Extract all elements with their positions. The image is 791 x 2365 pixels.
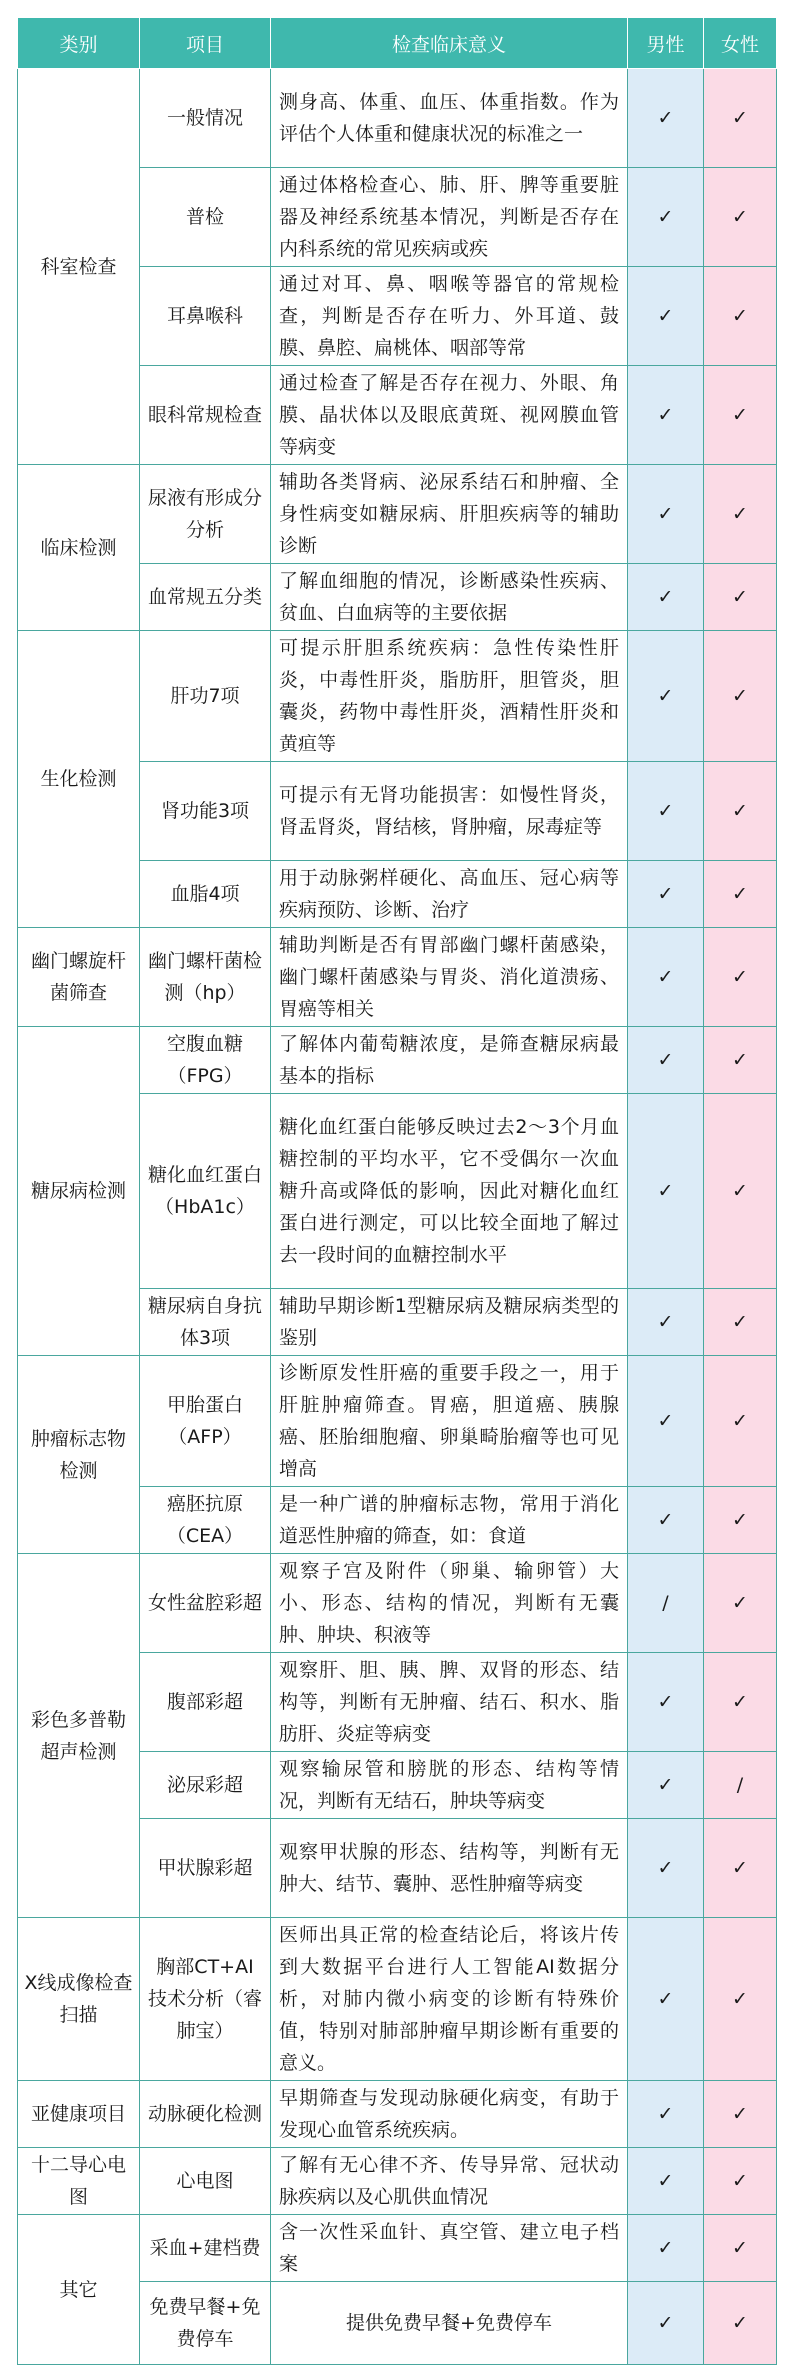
item-cell: 甲状腺彩超 (140, 1819, 271, 1918)
item-cell: 幽门螺杆菌检测（hp） (140, 928, 271, 1027)
category-cell: 临床检测 (18, 465, 140, 631)
female-mark: ✓ (704, 861, 777, 928)
table-row (18, 1356, 777, 1487)
meaning-text: 诊断原发性肝癌的重要手段之一，用于肝脏肿瘤筛查。胃癌，胆道癌、胰腺癌、胚胎细胞瘤、卵巢畸胎瘤等也可见增高 (279, 1362, 619, 1480)
meaning-text: 观察子宫及附件（卵巢、输卵管）大小、形态、结构的情况，判断有无囊肿、肿块、积液等 (279, 1560, 619, 1646)
meaning-cell (271, 762, 628, 861)
male-mark: ✓ (628, 1094, 704, 1289)
item-cell: 肾功能3项 (140, 762, 271, 861)
male-mark: ✓ (628, 168, 704, 267)
meaning-cell (271, 1356, 628, 1487)
female-mark: ✓ (704, 1554, 777, 1653)
category-cell: 生化检测 (18, 631, 140, 928)
item-cell: 采血+建档费 (140, 2215, 271, 2282)
meaning-text: 提供免费早餐+免费停车 (346, 2312, 552, 2334)
header-category: 类别 (18, 18, 140, 69)
item-cell: 泌尿彩超 (140, 1752, 271, 1819)
female-mark: / (704, 1752, 777, 1819)
meaning-cell (271, 928, 628, 1027)
item-cell: 免费早餐+免费停车 (140, 2282, 271, 2365)
female-mark: ✓ (704, 2282, 777, 2365)
meaning-cell (271, 168, 628, 267)
meaning-cell (271, 1554, 628, 1653)
category-cell: X线成像检查扫描 (18, 1918, 140, 2081)
male-mark: ✓ (628, 564, 704, 631)
category-cell: 其它 (18, 2215, 140, 2365)
meaning-text: 观察肝、胆、胰、脾、双肾的形态、结构等，判断有无肿瘤、结石、积水、脂肪肝、炎症等病变 (279, 1659, 619, 1745)
category-cell: 肿瘤标志物检测 (18, 1356, 140, 1554)
meaning-text: 早期筛查与发现动脉硬化病变，有助于发现心血管系统疾病。 (279, 2087, 619, 2141)
male-mark: ✓ (628, 69, 704, 168)
table-row (18, 2215, 777, 2282)
male-mark: ✓ (628, 1487, 704, 1554)
table-row (18, 1918, 777, 2081)
table-row (18, 1027, 777, 1094)
meaning-cell (271, 1027, 628, 1094)
item-cell: 血脂4项 (140, 861, 271, 928)
meaning-text: 通过对耳、鼻、咽喉等器官的常规检查，判断是否存在听力、外耳道、鼓膜、鼻腔、扁桃体、咽部等常 (279, 273, 619, 359)
item-cell: 动脉硬化检测 (140, 2081, 271, 2148)
male-mark: ✓ (628, 1819, 704, 1918)
category-cell: 亚健康项目 (18, 2081, 140, 2148)
meaning-cell (271, 2081, 628, 2148)
category-cell: 十二导心电图 (18, 2148, 140, 2215)
header-male: 男性 (628, 18, 704, 69)
item-cell: 糖尿病自身抗体3项 (140, 1289, 271, 1356)
category-cell: 科室检查 (18, 69, 140, 465)
female-mark: ✓ (704, 1918, 777, 2081)
meaning-cell (271, 267, 628, 366)
meaning-text: 用于动脉粥样硬化、高血压、冠心病等疾病预防、诊断、治疗 (279, 867, 619, 921)
category-cell: 幽门螺旋杆菌筛查 (18, 928, 140, 1027)
item-cell: 肝功7项 (140, 631, 271, 762)
item-cell: 腹部彩超 (140, 1653, 271, 1752)
header-meaning: 检查临床意义 (271, 18, 628, 69)
male-mark: ✓ (628, 861, 704, 928)
item-cell: 女性盆腔彩超 (140, 1554, 271, 1653)
female-mark: ✓ (704, 1027, 777, 1094)
male-mark: ✓ (628, 762, 704, 861)
item-cell: 空腹血糖（FPG） (140, 1027, 271, 1094)
female-mark: ✓ (704, 631, 777, 762)
table-row (18, 69, 777, 168)
item-cell: 普检 (140, 168, 271, 267)
female-mark: ✓ (704, 564, 777, 631)
male-mark: ✓ (628, 1653, 704, 1752)
female-mark: ✓ (704, 1487, 777, 1554)
male-mark: ✓ (628, 2215, 704, 2282)
meaning-text: 了解体内葡萄糖浓度，是筛查糖尿病最基本的指标 (279, 1033, 619, 1087)
meaning-text: 观察输尿管和膀胱的形态、结构等情况，判断有无结石，肿块等病变 (279, 1758, 619, 1812)
meaning-cell (271, 1289, 628, 1356)
male-mark: ✓ (628, 267, 704, 366)
meaning-cell (271, 1487, 628, 1554)
item-cell: 糖化血红蛋白（HbA1c） (140, 1094, 271, 1289)
male-mark: / (628, 1554, 704, 1653)
male-mark: ✓ (628, 2282, 704, 2365)
female-mark: ✓ (704, 2215, 777, 2282)
male-mark: ✓ (628, 465, 704, 564)
table-row (18, 2148, 777, 2215)
item-cell: 尿液有形成分分析 (140, 465, 271, 564)
female-mark: ✓ (704, 168, 777, 267)
meaning-text: 了解有无心律不齐、传导异常、冠状动脉疾病以及心肌供血情况 (279, 2154, 619, 2208)
item-cell: 甲胎蛋白（AFP） (140, 1356, 271, 1487)
item-cell: 血常规五分类 (140, 564, 271, 631)
table-row (18, 465, 777, 564)
meaning-text: 通过检查了解是否存在视力、外眼、角膜、晶状体以及眼底黄斑、视网膜血管等病变 (279, 372, 619, 458)
male-mark: ✓ (628, 631, 704, 762)
meaning-text: 可提示肝胆系统疾病：急性传染性肝炎，中毒性肝炎，脂肪肝，胆管炎，胆囊炎，药物中毒性肝炎，酒精性肝炎和黄疸等 (279, 637, 619, 755)
female-mark: ✓ (704, 465, 777, 564)
meaning-cell (271, 1819, 628, 1918)
meaning-text: 可提示有无肾功能损害：如慢性肾炎，肾盂肾炎，肾结核，肾肿瘤，尿毒症等 (279, 784, 619, 838)
header-item: 项目 (140, 18, 271, 69)
male-mark: ✓ (628, 1356, 704, 1487)
female-mark: ✓ (704, 1653, 777, 1752)
male-mark: ✓ (628, 928, 704, 1027)
meaning-cell (271, 1094, 628, 1289)
male-mark: ✓ (628, 2148, 704, 2215)
meaning-cell (271, 69, 628, 168)
meaning-text: 了解血细胞的情况，诊断感染性疾病、贫血、白血病等的主要依据 (279, 570, 619, 624)
meaning-cell (271, 631, 628, 762)
category-cell: 糖尿病检测 (18, 1027, 140, 1356)
meaning-text: 糖化血红蛋白能够反映过去2～3个月血糖控制的平均水平，它不受偶尔一次血糖升高或降低的影响，因此对糖化血红蛋白进行测定，可以比较全面地了解过去一段时间的血糖控制水平 (279, 1116, 619, 1266)
exam-table (17, 17, 777, 2365)
meaning-text: 是一种广谱的肿瘤标志物，常用于消化道恶性肿瘤的筛查，如：食道 (279, 1493, 619, 1547)
meaning-cell (271, 2282, 628, 2365)
item-cell: 耳鼻喉科 (140, 267, 271, 366)
table-row (18, 928, 777, 1027)
meaning-cell (271, 1918, 628, 2081)
female-mark: ✓ (704, 762, 777, 861)
item-cell: 胸部CT+AI技术分析（睿肺宝） (140, 1918, 271, 2081)
meaning-text: 医师出具正常的检查结论后，将该片传到大数据平台进行人工智能AI数据分析，对肺内微小病变的诊断有特殊价值，特别对肺部肿瘤早期诊断有重要的意义。 (279, 1924, 619, 2074)
item-cell: 眼科常规检查 (140, 366, 271, 465)
meaning-text: 通过体格检查心、肺、肝、脾等重要脏器及神经系统基本情况，判断是否存在内科系统的常见疾病或疾 (279, 174, 619, 260)
female-mark: ✓ (704, 2081, 777, 2148)
male-mark: ✓ (628, 366, 704, 465)
meaning-cell (271, 564, 628, 631)
female-mark: ✓ (704, 1356, 777, 1487)
meaning-text: 测身高、体重、血压、体重指数。作为评估个人体重和健康状况的标准之一 (279, 91, 619, 145)
female-mark: ✓ (704, 267, 777, 366)
female-mark: ✓ (704, 69, 777, 168)
female-mark: ✓ (704, 1289, 777, 1356)
male-mark: ✓ (628, 1918, 704, 2081)
meaning-text: 观察甲状腺的形态、结构等，判断有无肿大、结节、囊肿、恶性肿瘤等病变 (279, 1841, 619, 1895)
meaning-cell (271, 2148, 628, 2215)
category-cell: 彩色多普勒超声检测 (18, 1554, 140, 1918)
table-row (18, 2081, 777, 2148)
meaning-cell (271, 366, 628, 465)
male-mark: ✓ (628, 1027, 704, 1094)
meaning-cell (271, 465, 628, 564)
meaning-text: 含一次性采血针、真空管、建立电子档案 (279, 2221, 619, 2275)
male-mark: ✓ (628, 1752, 704, 1819)
header-female: 女性 (704, 18, 777, 69)
meaning-text: 辅助各类肾病、泌尿系结石和肿瘤、全身性病变如糖尿病、肝胆疾病等的辅助诊断 (279, 471, 619, 557)
female-mark: ✓ (704, 1094, 777, 1289)
table-row (18, 1554, 777, 1653)
meaning-cell (271, 1653, 628, 1752)
table-row (18, 631, 777, 762)
meaning-text: 辅助判断是否有胃部幽门螺杆菌感染，幽门螺杆菌感染与胃炎、消化道溃疡、胃癌等相关 (279, 934, 619, 1020)
male-mark: ✓ (628, 1289, 704, 1356)
meaning-text: 辅助早期诊断1型糖尿病及糖尿病类型的鉴别 (279, 1295, 619, 1349)
meaning-cell (271, 861, 628, 928)
item-cell: 心电图 (140, 2148, 271, 2215)
header-row (18, 18, 777, 69)
female-mark: ✓ (704, 366, 777, 465)
item-cell: 癌胚抗原（CEA） (140, 1487, 271, 1554)
female-mark: ✓ (704, 2148, 777, 2215)
item-cell: 一般情况 (140, 69, 271, 168)
female-mark: ✓ (704, 1819, 777, 1918)
female-mark: ✓ (704, 928, 777, 1027)
male-mark: ✓ (628, 2081, 704, 2148)
meaning-cell (271, 1752, 628, 1819)
meaning-cell (271, 2215, 628, 2282)
